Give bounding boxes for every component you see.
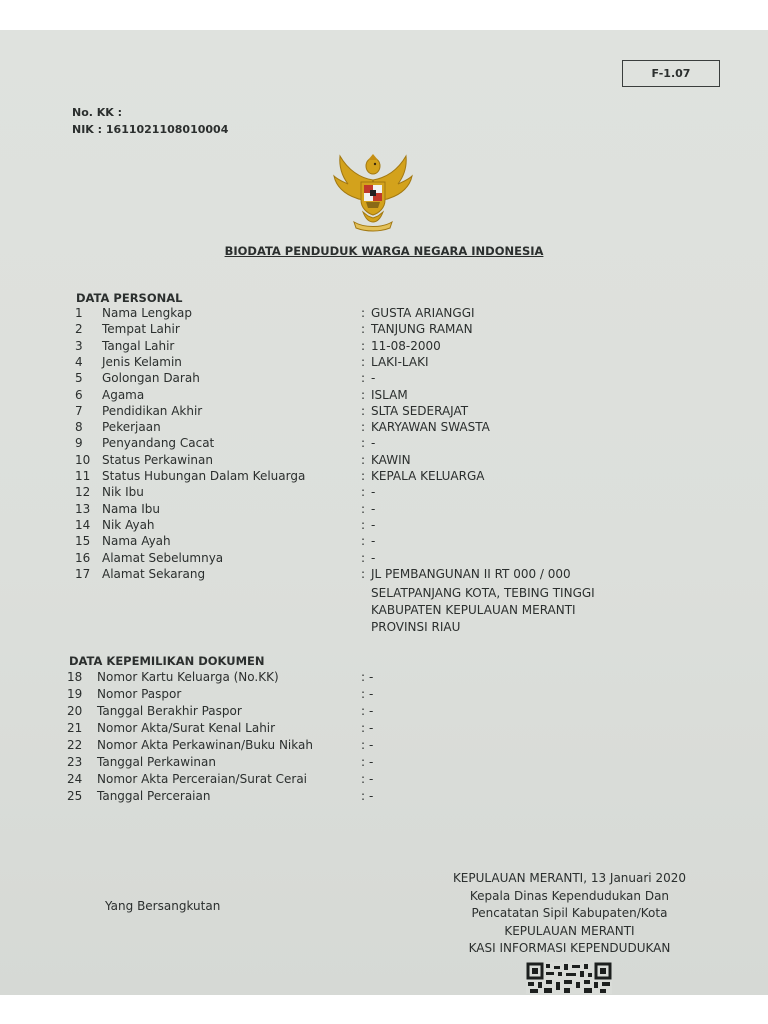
field-label: Nama Lengkap [102,306,192,320]
field-separator: : [361,485,366,500]
personal-data-row [0,502,768,518]
field-label: Nomor Akta Perkawinan/Buku Nikah [97,738,313,752]
personal-data-row [0,485,768,501]
field-number: 7 [75,403,83,418]
field-number: 3 [75,338,83,353]
field-number: 25 [67,789,83,803]
personal-data-row [0,420,768,436]
document-data-row [0,721,768,737]
field-value: - [371,371,376,386]
field-number: 19 [67,687,83,701]
field-number: 5 [75,371,83,386]
field-number: 15 [75,534,91,549]
field-number: 20 [67,704,83,718]
field-label: Status Perkawinan [102,452,213,467]
place-date: KEPULAUAN MERANTI, 13 Januari 2020 [452,871,686,885]
address-line: PROVINSI RIAU [371,620,461,634]
field-value: - [371,534,376,549]
field-separator: : [361,772,366,786]
field-separator: : [361,550,366,565]
address-line: KABUPATEN KEPULAUAN MERANTI [371,603,576,617]
field-label: Nomor Kartu Keluarga (No.KK) [97,670,279,684]
field-separator: : [361,738,366,752]
field-separator: : [361,420,366,435]
field-separator: : [361,436,366,451]
field-value: - [369,721,374,735]
field-number: 16 [75,550,91,565]
field-value: - [369,687,374,701]
field-number: 12 [75,485,91,500]
field-separator: : [361,517,366,532]
field-label: Penyandang Cacat [102,436,215,451]
field-label: Agama [102,387,145,402]
kk-number-label: No. KK : [72,106,123,119]
field-value: - [371,501,376,516]
personal-data-row [0,404,768,420]
field-label: Nomor Akta Perceraian/Surat Cerai [97,772,308,786]
signatory-line: KEPULAUAN MERANTI [504,923,635,938]
qr-code-icon [526,962,612,994]
field-label: Jenis Kelamin [102,354,182,369]
field-separator: : [361,322,366,337]
field-number: 2 [75,322,83,337]
personal-data-row [0,355,768,371]
signatory-line: KASI INFORMASI KEPENDUDUKAN [468,941,671,955]
personal-data-row [0,322,768,338]
field-separator: : [361,566,366,581]
field-label: Pekerjaan [102,420,161,435]
document-data-row [0,755,768,771]
field-label: Nik Ayah [102,517,155,532]
field-label: Golongan Darah [102,371,200,386]
personal-data-row [0,371,768,387]
field-value: KAWIN [371,452,411,467]
personal-data-row [0,551,768,567]
field-separator: : [361,704,366,718]
field-number: 24 [67,772,83,786]
field-value: - [369,755,374,769]
field-value: - [369,789,374,803]
field-value: JL PEMBANGUNAN II RT 000 / 000 [371,566,571,581]
personal-data-row [0,518,768,534]
field-label: Tangal Lahir [102,338,175,353]
field-number: 10 [75,452,91,467]
field-label: Status Hubungan Dalam Keluarga [102,469,306,483]
field-label: Tanggal Berakhir Paspor [97,704,242,718]
personal-data-heading: DATA PERSONAL [76,291,183,305]
field-label: Alamat Sekarang [102,566,206,581]
document-data-row [0,687,768,703]
field-value: ISLAM [371,387,408,402]
document-data-row [0,738,768,754]
field-number: 8 [75,420,83,435]
field-number: 4 [75,354,83,369]
field-separator: : [361,670,366,684]
field-value: KEPALA KELUARGA [371,469,485,483]
personal-data-row [0,453,768,469]
field-value: TANJUNG RAMAN [371,322,473,337]
field-label: Tempat Lahir [102,322,180,337]
field-value: - [371,550,376,565]
personal-data-row [0,436,768,452]
document-ownership-heading: DATA KEPEMILIKAN DOKUMEN [69,654,265,668]
current-address-continuation [371,585,595,636]
field-value: - [371,436,376,451]
field-separator: : [361,306,366,320]
field-label: Nik Ibu [102,485,144,500]
field-separator: : [361,721,366,735]
personal-data-row [0,388,768,404]
field-number: 11 [75,469,91,483]
form-code: F-1.07 [651,67,691,80]
field-number: 14 [75,517,91,532]
field-label: Nama Ibu [102,501,160,516]
field-separator: : [361,755,366,769]
form-code-box [622,60,720,87]
field-label: Nama Ayah [102,534,171,549]
field-value: LAKI-LAKI [371,354,429,369]
field-value: GUSTA ARIANGGI [371,306,475,320]
personal-data-row [0,567,768,583]
field-label: Pendidikan Akhir [102,403,203,418]
personal-data-row [0,534,768,550]
field-value: - [371,517,376,532]
field-number: 1 [75,306,83,320]
field-separator: : [361,789,366,803]
field-value: 11-08-2000 [371,338,441,353]
document-data-row [0,704,768,720]
field-separator: : [361,687,366,701]
field-number: 9 [75,436,83,451]
document-title: BIODATA PENDUDUK WARGA NEGARA INDONESIA [224,244,544,258]
field-separator: : [361,469,366,483]
document-data-row [0,772,768,788]
field-number: 13 [75,501,91,516]
field-number: 21 [67,721,83,735]
field-label: Nomor Paspor [97,687,182,701]
field-number: 22 [67,738,83,752]
field-value: - [371,485,376,500]
field-separator: : [361,371,366,386]
field-separator: : [361,534,366,549]
garuda-emblem-icon [330,152,416,234]
signatory-line: Kepala Dinas Kependudukan Dan [469,888,670,903]
field-label: Nomor Akta/Surat Kenal Lahir [97,721,276,735]
field-value: - [369,772,374,786]
address-line: SELATPANJANG KOTA, TEBING TINGGI [371,586,595,600]
field-separator: : [361,387,366,402]
field-value: KARYAWAN SWASTA [371,420,490,435]
document-data-row [0,789,768,805]
personal-data-row [0,469,768,485]
nik-number: NIK : 1611021108010004 [72,123,229,136]
field-label: Tanggal Perkawinan [97,755,216,769]
field-number: 23 [67,755,83,769]
field-separator: : [361,338,366,353]
field-value: - [369,704,374,718]
signatory-block [453,870,686,958]
field-value: SLTA SEDERAJAT [371,403,469,418]
signatory-line: Pencatatan Sipil Kabupaten/Kota [471,906,668,920]
field-number: 18 [67,670,83,684]
field-label: Tanggal Perceraian [97,789,211,803]
field-number: 17 [75,566,91,581]
field-separator: : [361,403,366,418]
personal-data-row [0,339,768,355]
document-data-row [0,670,768,686]
personal-data-row [0,306,768,322]
field-value: - [369,670,374,684]
applicant-signature-label: Yang Bersangkutan [105,899,221,913]
field-separator: : [361,452,366,467]
field-label: Alamat Sebelumnya [102,550,224,565]
field-value: - [369,738,374,752]
field-number: 6 [75,387,83,402]
field-separator: : [361,354,366,369]
field-separator: : [361,501,366,516]
